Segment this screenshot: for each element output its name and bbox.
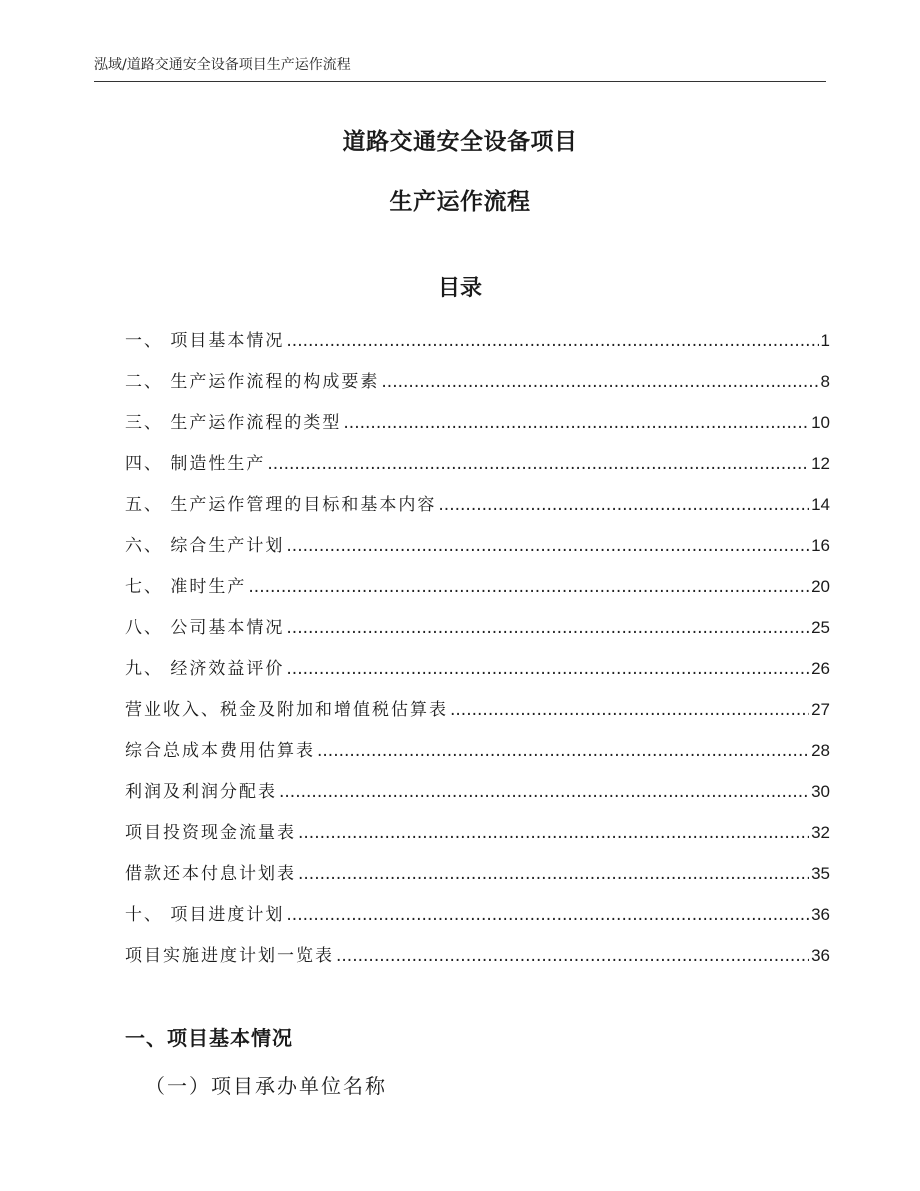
toc-entry-page: 35 — [811, 864, 830, 883]
toc-entry-page: 25 — [811, 618, 830, 637]
toc-entry-label: 九、 经济效益评价 — [125, 659, 285, 679]
toc-entry-label: 项目实施进度计划一览表 — [125, 946, 334, 966]
toc-entry-page: 36 — [811, 946, 830, 965]
toc-dot-leader — [343, 403, 809, 444]
document-title-line1: 道路交通安全设备项目 — [342, 129, 578, 155]
toc-entry-page: 27 — [811, 700, 830, 719]
toc-entry-page: 20 — [811, 577, 830, 596]
toc-dot-leader — [298, 813, 809, 854]
toc-dot-leader — [248, 567, 809, 608]
toc-dot-leader — [286, 321, 818, 362]
toc-entry[interactable] — [125, 566, 830, 607]
toc-entry[interactable] — [125, 894, 830, 935]
toc-entry[interactable] — [125, 320, 830, 361]
toc-entry-label: 四、 制造性生产 — [125, 454, 266, 474]
toc-dot-leader — [286, 649, 809, 690]
toc-entry[interactable] — [125, 648, 830, 689]
toc-entry-label: 营业收入、税金及附加和增值税估算表 — [125, 700, 448, 720]
toc-dot-leader — [279, 772, 809, 813]
toc-dot-leader — [438, 485, 809, 526]
toc-entry[interactable] — [125, 730, 830, 771]
toc-entry[interactable] — [125, 812, 830, 853]
toc-entry-label: 综合总成本费用估算表 — [125, 741, 315, 761]
toc-entry-page: 32 — [811, 823, 830, 842]
toc-entry-label: 一、 项目基本情况 — [125, 331, 285, 351]
toc-entry[interactable] — [125, 402, 830, 443]
document-title-line2: 生产运作流程 — [389, 189, 531, 215]
toc-entry-page: 10 — [811, 413, 830, 432]
toc-entry[interactable] — [125, 935, 830, 976]
toc-entry-label: 十、 项目进度计划 — [125, 905, 285, 925]
toc-heading: 目录 — [437, 276, 482, 301]
toc-entry-page: 36 — [811, 905, 830, 924]
toc-entry-page: 28 — [811, 741, 830, 760]
table-of-contents — [125, 320, 830, 976]
toc-entry-page: 1 — [820, 331, 830, 350]
toc-dot-leader — [317, 731, 809, 772]
toc-entry-page: 14 — [811, 495, 830, 514]
toc-dot-leader — [450, 690, 809, 731]
toc-entry[interactable] — [125, 607, 830, 648]
toc-entry-page: 8 — [820, 372, 830, 391]
toc-entry-page: 26 — [811, 659, 830, 678]
toc-entry-label: 项目投资现金流量表 — [125, 823, 296, 843]
toc-entry[interactable] — [125, 525, 830, 566]
toc-dot-leader — [336, 936, 809, 977]
toc-dot-leader — [381, 362, 818, 403]
toc-entry-page: 30 — [811, 782, 830, 801]
toc-dot-leader — [286, 526, 809, 567]
section-heading: 一、项目基本情况 — [125, 1026, 293, 1050]
toc-entry-label: 五、 生产运作管理的目标和基本内容 — [125, 495, 437, 515]
toc-entry[interactable] — [125, 484, 830, 525]
toc-dot-leader — [286, 895, 809, 936]
toc-dot-leader — [286, 608, 809, 649]
toc-entry[interactable] — [125, 689, 830, 730]
toc-entry-label: 六、 综合生产计划 — [125, 536, 285, 556]
toc-entry[interactable] — [125, 361, 830, 402]
toc-entry-label: 借款还本付息计划表 — [125, 864, 296, 884]
toc-entry-page: 16 — [811, 536, 830, 555]
toc-entry-label: 二、 生产运作流程的构成要素 — [125, 372, 380, 392]
subsection-heading: （一）项目承办单位名称 — [145, 1074, 387, 1098]
toc-entry[interactable] — [125, 443, 830, 484]
toc-entry-page: 12 — [811, 454, 830, 473]
toc-entry-label: 七、 准时生产 — [125, 577, 247, 597]
toc-entry[interactable] — [125, 771, 830, 812]
toc-entry-label: 八、 公司基本情况 — [125, 618, 285, 638]
toc-entry[interactable] — [125, 853, 830, 894]
toc-dot-leader — [298, 854, 809, 895]
toc-entry-label: 三、 生产运作流程的类型 — [125, 413, 342, 433]
toc-entry-label: 利润及利润分配表 — [125, 782, 277, 802]
header-divider — [94, 81, 826, 82]
running-header: 泓域/道路交通安全设备项目生产运作流程 — [94, 57, 351, 73]
toc-dot-leader — [267, 444, 809, 485]
